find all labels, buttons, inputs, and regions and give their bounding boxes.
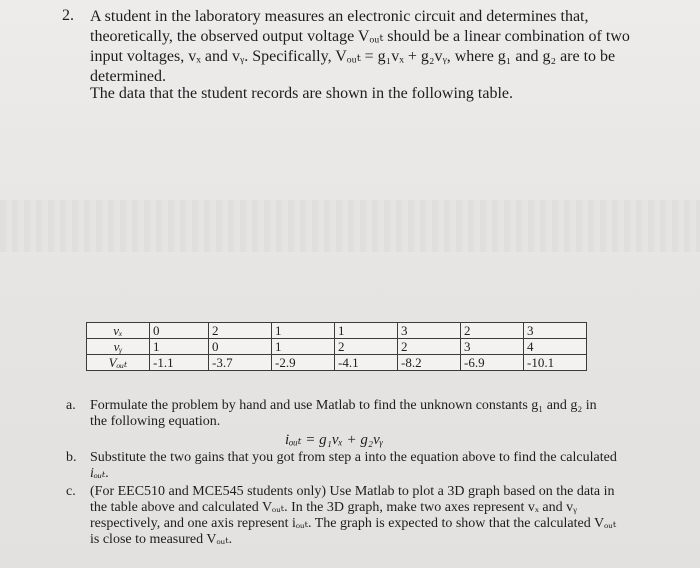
data-table	[86, 322, 587, 371]
table-cell: 2	[461, 323, 524, 339]
table-cell: -3.7	[209, 355, 272, 371]
table-cell: 3	[461, 339, 524, 355]
part-b	[66, 450, 686, 484]
table-cell: 2	[209, 323, 272, 339]
question-line: A student in the laboratory measures an electronic circuit and determines that,	[90, 8, 589, 25]
row-label: Vₒᵤₜ	[87, 355, 150, 371]
table-cell: 3	[524, 323, 587, 339]
table-cell: 1	[272, 323, 335, 339]
part-b-tag: b.	[66, 450, 77, 465]
part-c-line: (For EEC510 and MCE545 students only) Use Matlab to plot a 3D graph based on the data in	[90, 484, 615, 499]
row-label: vᵧ	[87, 339, 150, 355]
part-c-tag: c.	[66, 484, 76, 499]
part-c-line: is close to measured Vₒᵤₜ.	[90, 532, 233, 547]
blurred-band	[0, 200, 700, 252]
table-cell: -1.1	[150, 355, 209, 371]
gain-equation: iₒᵤₜ = g₁vₓ + g₂vᵧ	[285, 432, 384, 448]
table-cell: 1	[335, 323, 398, 339]
part-c-line: respectively, and one axis represent iₒᵤₜ. The graph is expected to show that the calculated Vₒᵤₜ	[90, 516, 617, 531]
table-cell: 0	[209, 339, 272, 355]
question-line: determined.	[90, 68, 166, 85]
table-row-vx	[87, 323, 587, 339]
part-b-line: Substitute the two gains that you got from step a into the equation above to find the calculated	[90, 450, 617, 465]
table-cell: 2	[335, 339, 398, 355]
question-line: input voltages, vₓ and vᵧ. Specifically, Vₒᵤₜ = g₁vₓ + g₂vᵧ, where g₁ and g₂ are to be	[90, 48, 616, 65]
table-cell: 1	[272, 339, 335, 355]
table-cell: -4.1	[335, 355, 398, 371]
table-row-vout	[87, 355, 587, 371]
table-cell: -8.2	[398, 355, 461, 371]
table-cell: -6.9	[461, 355, 524, 371]
table-cell: 3	[398, 323, 461, 339]
question-number: 2.	[62, 7, 74, 24]
part-b-line: iₒᵤₜ.	[90, 466, 109, 481]
question-text	[90, 7, 670, 87]
part-a	[66, 398, 686, 432]
table-cell: 4	[524, 339, 587, 355]
row-label: vₓ	[87, 323, 150, 339]
part-c	[66, 484, 686, 554]
part-a-tag: a.	[66, 398, 76, 413]
part-c-line: the table above and calculated Vₒᵤₜ. In the 3D graph, make two axes represent vₓ and vᵧ	[90, 500, 577, 515]
table-cell: -2.9	[272, 355, 335, 371]
table-row-vy	[87, 339, 587, 355]
table-intro: The data that the student records are shown in the following table.	[90, 85, 513, 102]
question-line: theoretically, the observed output voltage Vₒᵤₜ should be a linear combination of two	[90, 28, 630, 45]
part-a-line: Formulate the problem by hand and use Matlab to find the unknown constants g₁ and g₂ in	[90, 398, 597, 413]
table-cell: 1	[150, 339, 209, 355]
part-a-line: the following equation.	[90, 414, 221, 429]
table-cell: -10.1	[524, 355, 587, 371]
table-cell: 0	[150, 323, 209, 339]
table-cell: 2	[398, 339, 461, 355]
